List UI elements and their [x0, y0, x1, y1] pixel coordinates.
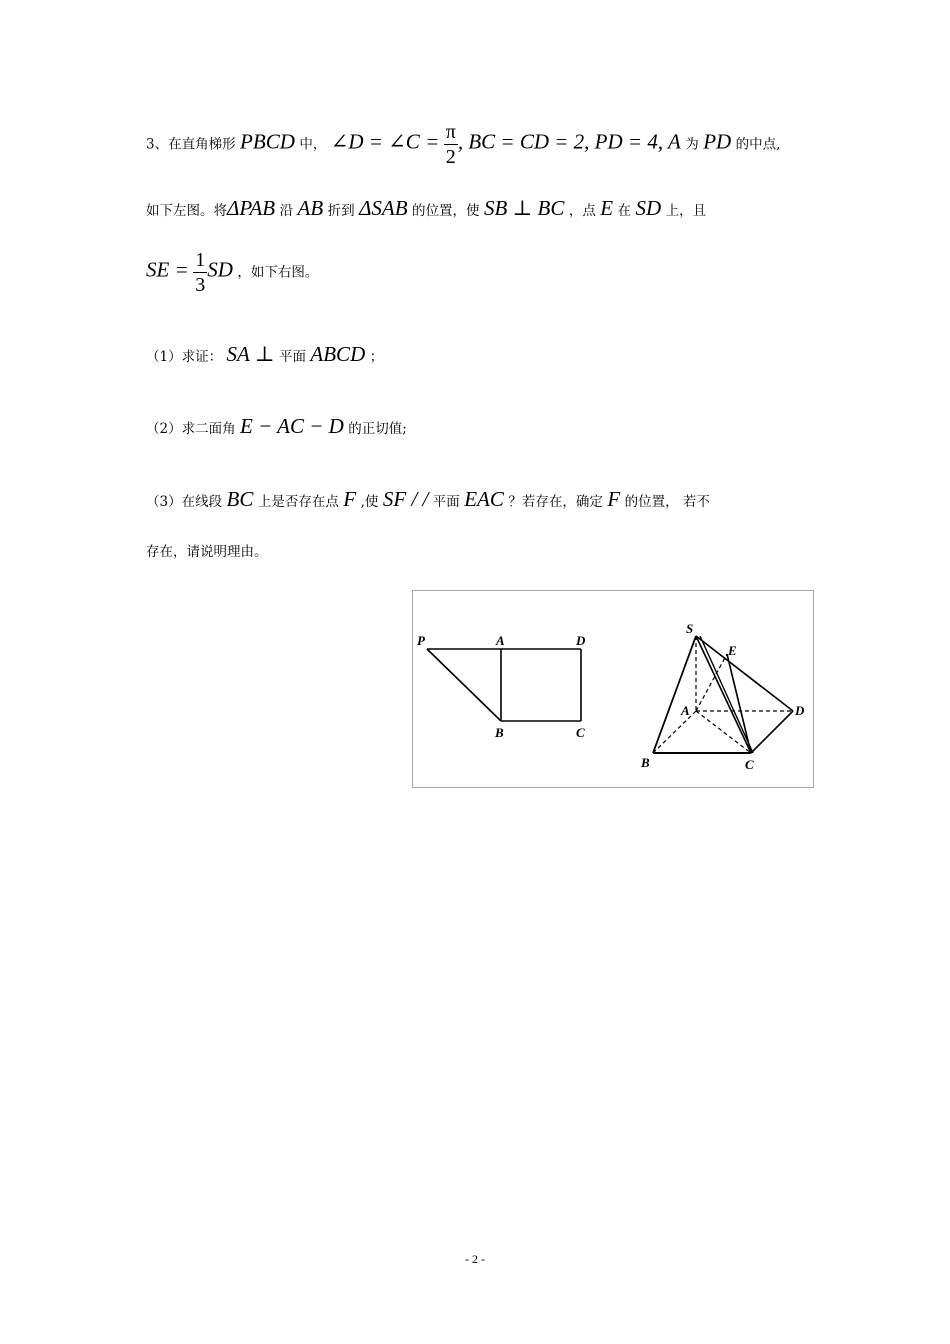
edge-SB — [653, 636, 696, 753]
math-angles: ∠D = ∠C = — [330, 129, 440, 154]
fraction-pi-over-2: $\frac{\pi}{2}$ — [445, 121, 456, 168]
edge-SC — [696, 636, 751, 753]
label-D-right: D — [795, 703, 805, 718]
figure-box — [412, 590, 814, 788]
label-P: P — [417, 633, 425, 648]
left-figure-trapezoid — [427, 649, 581, 721]
figure-svg — [413, 591, 815, 789]
question-2: （2）求二面角 E − AC − D 的正切值; — [146, 414, 407, 438]
label-S: S — [686, 621, 694, 636]
question-1: （1）求证： SA ⊥ 平面 ABCD ； — [146, 342, 384, 366]
label-E: E — [728, 643, 737, 658]
segment-BP — [427, 649, 501, 721]
edge-SC-2 — [700, 636, 753, 753]
math-trapezoid: PBCD — [240, 129, 295, 154]
problem-line-1: 3、在直角梯形 PBCD 中， ∠D = ∠C = $\frac{\pi}{2}$ , BC = CD = 2, PD = 4, A 为 PD 的中点, — [146, 121, 781, 168]
question-3: （3）在线段 BC 上是否存在点 F ,使 SF / / 平面 EAC ？若存在，确定 F 的位置， 若不 — [146, 487, 710, 511]
page-number: - 2 - — [465, 1252, 485, 1266]
label-D-left: D — [576, 633, 586, 648]
problem-line-2: 如下左图。将ΔPAB 沿 AB 折到 ΔSAB 的位置，使 SB ⊥ BC ，点 E 在 SD 上，且 — [146, 196, 707, 220]
edge-SD — [696, 636, 793, 711]
problem-line-3: SE = $\frac{1}{3}$ SD ，如下右图。 — [146, 249, 319, 296]
label-C-right: C — [745, 757, 754, 772]
problem-number: 3、 — [146, 136, 169, 153]
right-figure-pyramid — [653, 636, 793, 753]
label-B-left: B — [495, 725, 504, 740]
label-A-left: A — [496, 633, 505, 648]
math-lengths: , BC = CD = 2, PD = 4, A — [457, 129, 681, 154]
label-A-right: A — [681, 703, 690, 718]
label-B-right: B — [641, 755, 650, 770]
label-C-left: C — [576, 725, 585, 740]
edge-CD — [751, 711, 793, 753]
fraction-one-third: $\frac{1}{3}$ — [195, 249, 206, 296]
question-3-continued: 存在，请说明理由。 — [146, 544, 268, 560]
